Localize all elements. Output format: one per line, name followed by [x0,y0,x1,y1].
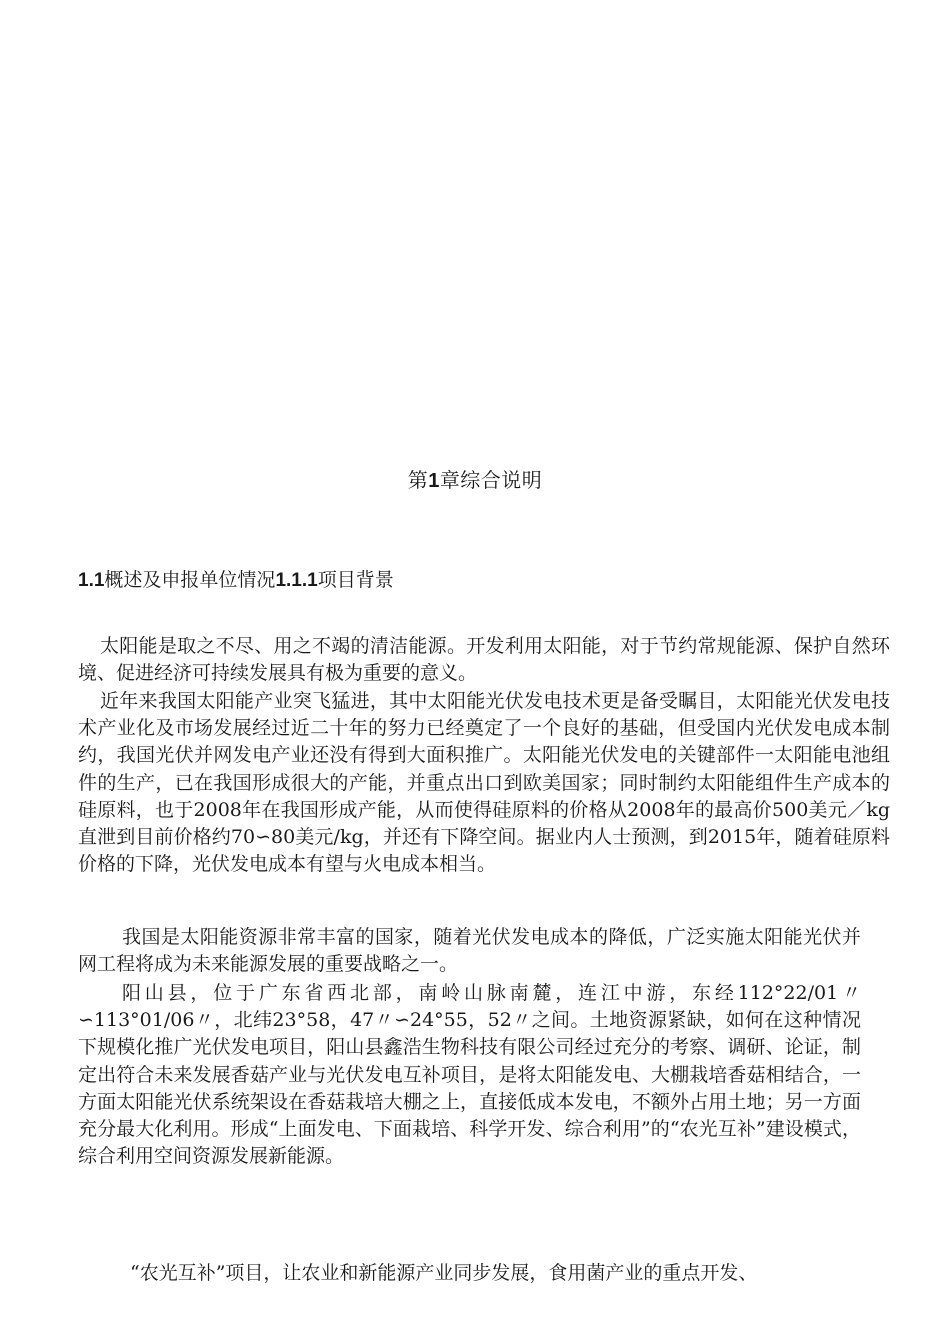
paragraph-national-strategy: 我国是太阳能资源非常丰富的国家，随着光伏发电成本的降低，广泛实施太阳能光伏并网工程将成为未来能源发展的重要战略之一。 [78,926,861,976]
section-title: 概述及申报单位情况 [104,569,276,591]
paragraph-industry-development: 近年来我国太阳能产业突飞猛进，其中太阳能光伏发电技术更是备受瞩目，太阳能光伏发电技术产业化及市场发展经过近二十年的努力已经奠定了一个良好的基础，但受国内光伏发电成本制约，我国光伏并网发电产业还没有得到大面积推广。太阳能光伏发电的关键部件一太阳能电池组件的生产，已在我国形成很大的产能，并重点出口到欧美国家；同时制约太阳能组件生产成本的硅原料，也于2008年在我国形成产能，从而使得硅原料的价格从2008年的最高价500美元／kg直泄到目前价格约70∽80美元/kg，并还有下降空间。据业内人士预测，到2015年，随着硅原料价格的下降，光伏发电成本有望与火电成本相当。 [78,690,890,876]
paragraph-solar-intro: 太阳能是取之不尽、用之不竭的清洁能源。开发利用太阳能，对于节约常规能源、保护自然环境、促进经济可持续发展具有极为重要的意义。 [78,635,890,685]
subsection-title: 项目背景 [317,569,394,591]
section-number: 1.1 [78,570,105,591]
chapter-title [0,466,950,495]
section-heading [78,566,394,595]
paragraph-agri-pv: “农光互补”项目，让农业和新能源产业同步发展，食用菌产业的重点开发、 [130,1262,758,1284]
subsection-number: 1.1.1 [275,570,318,591]
chapter-name: 章综合说明 [439,468,543,492]
paragraph-yangshan-project: 阳山县，位于广东省西北部，南岭山脉南麓，连江中游，东经112°22/01〃∽113°01/06〃，北纬23°58，47〃∽24°55，52〃之间。土地资源紧缺，如何在这种情况下规模化推广光伏发电项目，阳山县鑫浩生物科技有限公司经过充分的考察、调研、论证，制定出符合未来发展香菇产业与光伏发电互补项目，是将太阳能发电、大棚栽培香菇相结合，一方面太阳能光伏系统架设在香菇栽培大棚之上，直接低成本发电，不额外占用土地；另一方面充分最大化利用。形成“上面发电、下面栽培、科学开发、综合利用”的“农光互补”建设模式，综合利用空间资源发展新能源。 [78,982,861,1168]
chapter-number: 1 [428,470,440,492]
chapter-prefix: 第 [407,468,429,492]
